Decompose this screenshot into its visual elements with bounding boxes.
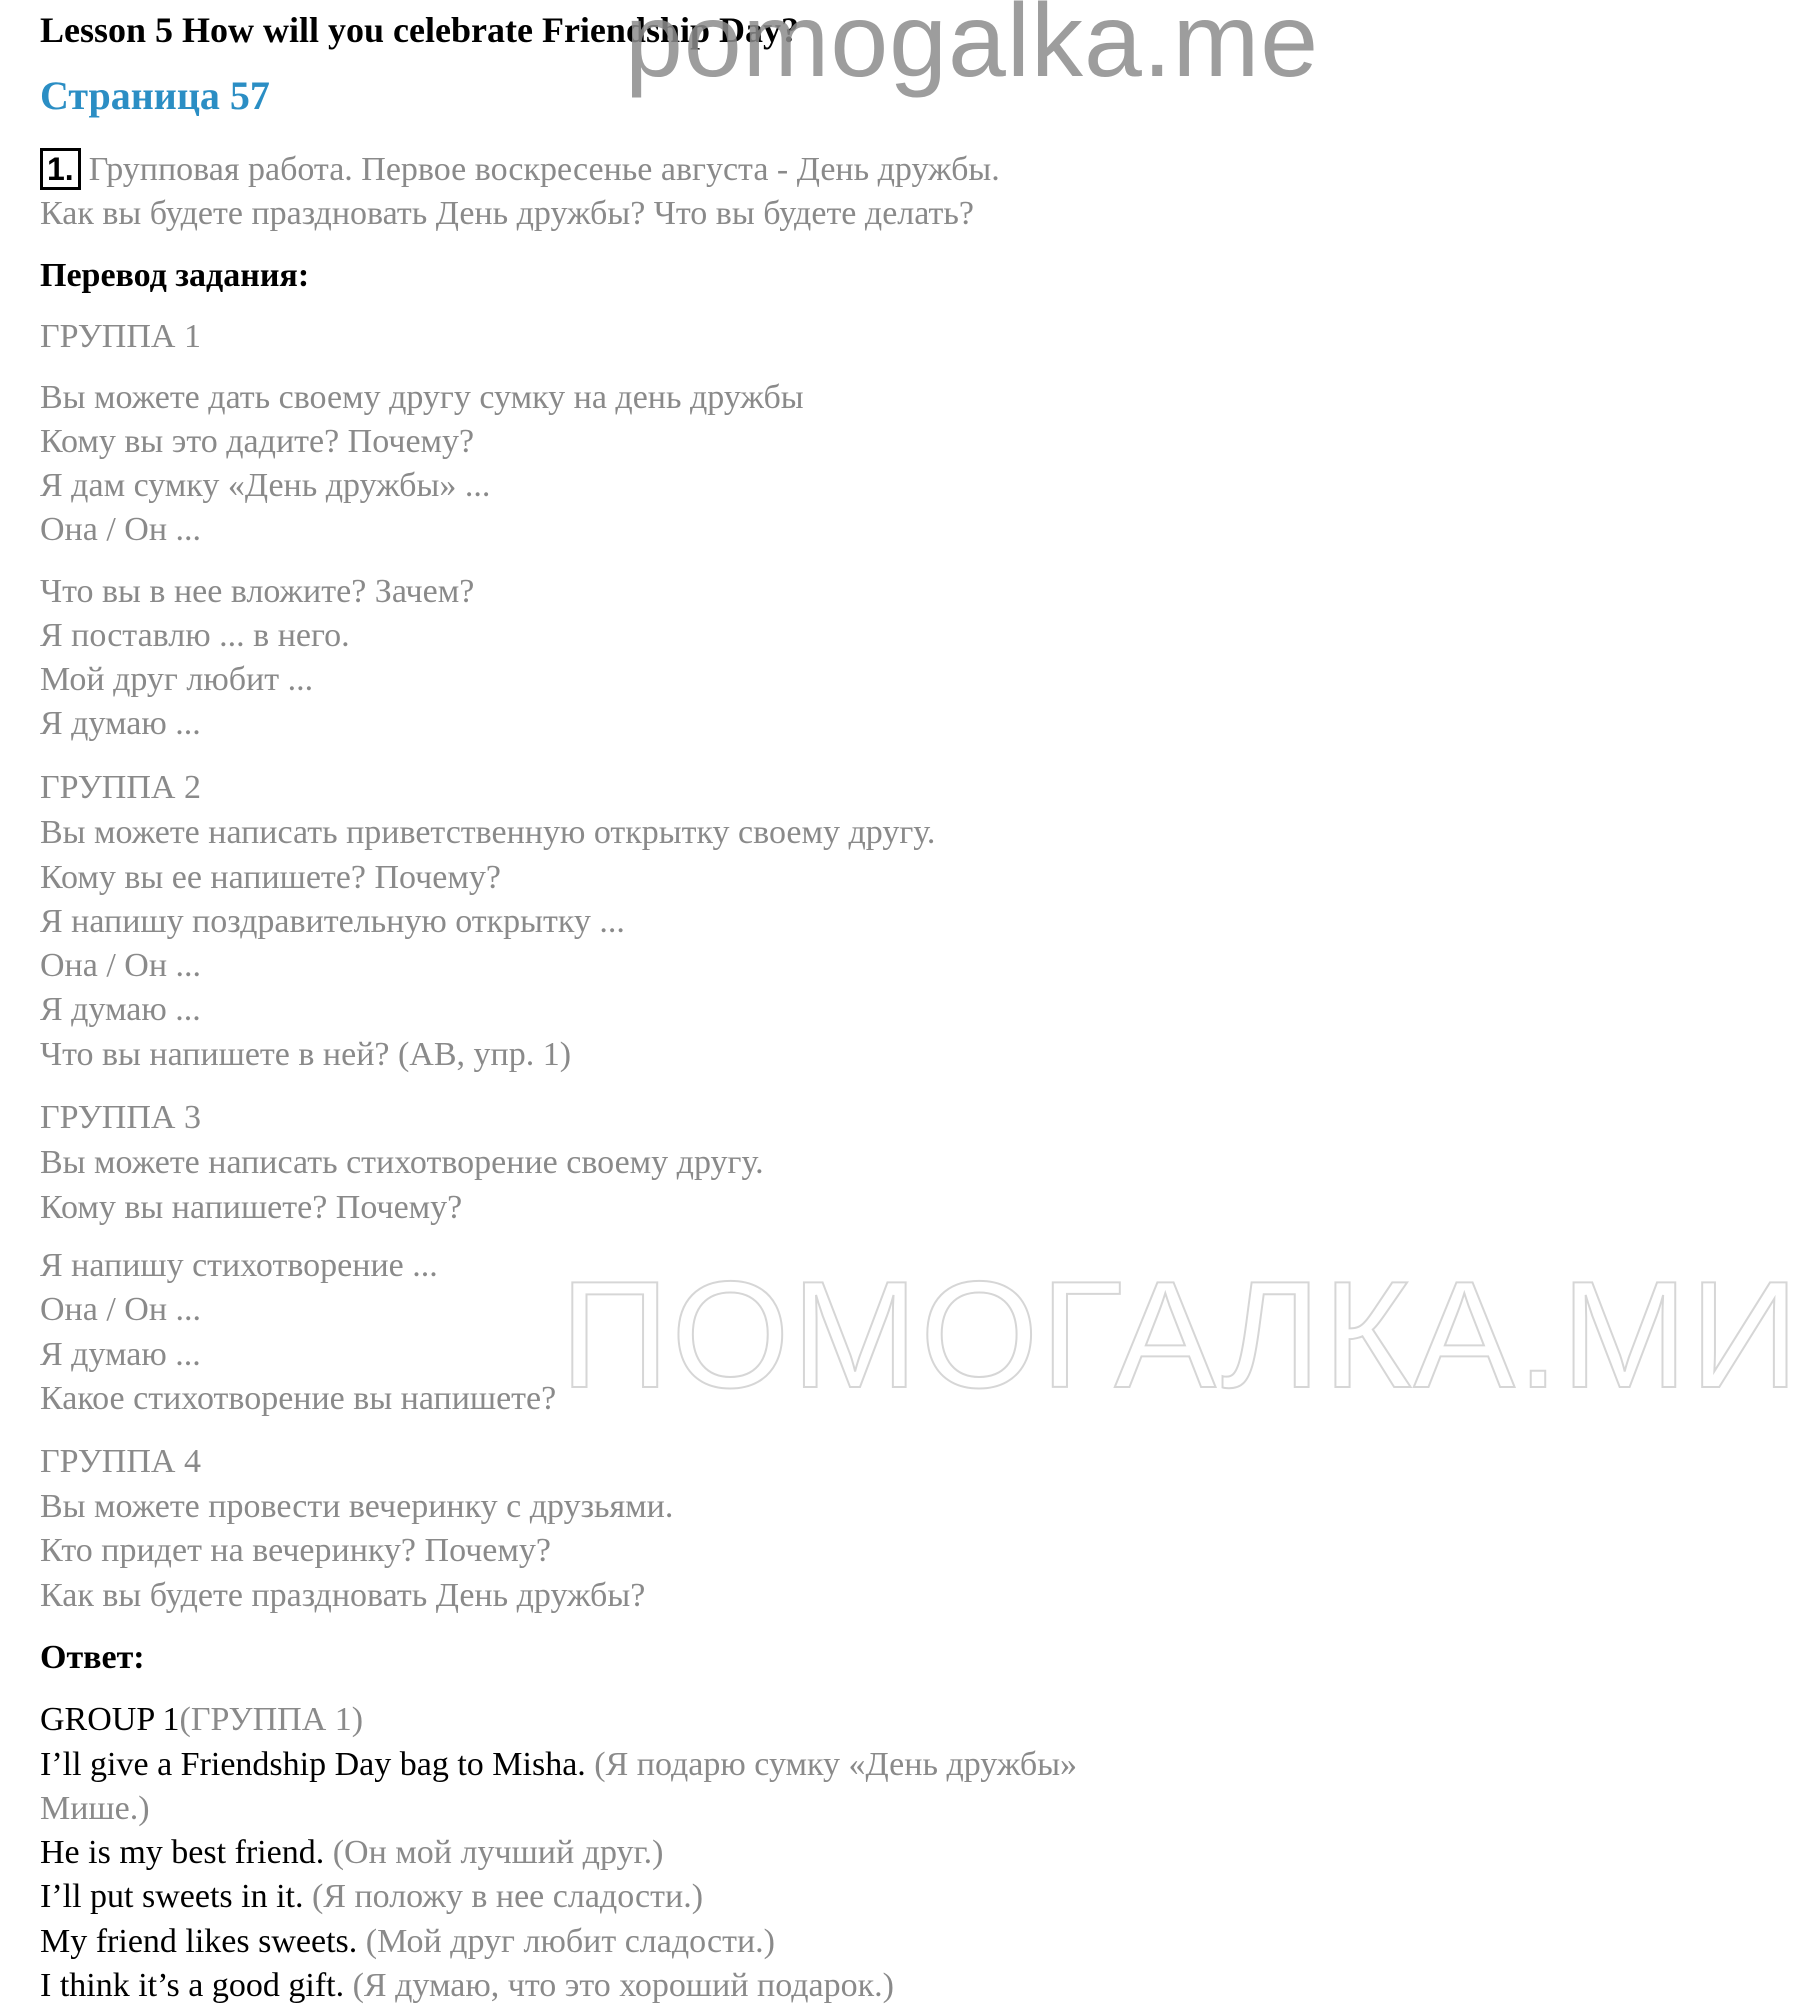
group3-line: Кому вы напишете? Почему? (40, 1189, 463, 1226)
answer-ru: (Я думаю, что это хороший подарок.) (352, 1967, 894, 2004)
group1-line: Мой друг любит ... (40, 661, 314, 698)
group2-line: Я думаю ... (40, 991, 201, 1028)
group2-line: Что вы напишете в ней? (АВ, упр. 1) (40, 1036, 572, 1073)
answer-row (40, 1920, 775, 1964)
group3-line: Я думаю ... (40, 1336, 201, 1373)
answer-en: I’ll give a Friendship Day bag to Misha. (40, 1746, 586, 1783)
answer-en: I’ll put sweets in it. (40, 1878, 304, 1915)
group1-line: Я поставлю ... в него. (40, 617, 350, 654)
group1-line: Я дам сумку «День дружбы» ... (40, 467, 491, 504)
watermark-top: pomogalka.me (625, 0, 1320, 99)
answer-group-en: GROUP 1 (40, 1701, 180, 1738)
group1-line: Кому вы это дадите? Почему? (40, 423, 475, 460)
answer-en: He is my best friend. (40, 1834, 325, 1871)
answer-row (40, 1787, 150, 1831)
group1-line: Она / Он ... (40, 511, 202, 548)
group4-line: Кто придет на вечеринку? Почему? (40, 1532, 551, 1569)
group2-line: Кому вы ее напишете? Почему? (40, 859, 501, 896)
task-number: 1. (40, 148, 81, 190)
answer-en: My friend likes sweets. (40, 1923, 358, 1960)
group3-line: Вы можете написать стихотворение своему другу. (40, 1144, 764, 1181)
answer-ru: (Мой друг любит сладости.) (365, 1923, 775, 1960)
group4-line: Вы можете провести вечеринку с друзьями. (40, 1488, 674, 1525)
task-line-1 (40, 148, 1000, 192)
answer-row (40, 1875, 703, 1919)
answer-row (40, 1831, 663, 1875)
watermark-middle: ПОМОГАЛКА.МИ (560, 1250, 1801, 1420)
group1-line: Вы можете дать своему другу сумку на день дружбы (40, 379, 804, 416)
answer-row (40, 1743, 1077, 1787)
group3-title: ГРУППА 3 (40, 1099, 201, 1136)
answer-group-title (40, 1698, 363, 1742)
group2-line: Она / Он ... (40, 947, 202, 984)
task-line-2: Как вы будете праздновать День дружбы? Что вы будете делать? (40, 195, 974, 232)
answer-ru: Мише.) (40, 1790, 150, 1827)
answer-group-ru: (ГРУППА 1) (179, 1701, 364, 1738)
group1-line: Я думаю ... (40, 705, 201, 742)
group1-line: Что вы в нее вложите? Зачем? (40, 573, 475, 610)
page-label: Страница 57 (40, 73, 270, 118)
answer-en: I think it’s a good gift. (40, 1967, 345, 2004)
group3-line: Какое стихотворение вы напишете? (40, 1380, 557, 1417)
group3-line: Я напишу стихотворение ... (40, 1247, 438, 1284)
task-text-1: Групповая работа. Первое воскресенье августа - День дружбы. (88, 151, 1000, 188)
group2-title: ГРУППА 2 (40, 769, 201, 806)
answer-row (40, 1964, 894, 2008)
lesson-title: Lesson 5 How will you celebrate Friendship Day? (40, 10, 800, 50)
answer-ru: (Я подарю сумку «День дружбы» (594, 1746, 1078, 1783)
group2-line: Вы можете написать приветственную открытку своему другу. (40, 814, 936, 851)
group4-line: Как вы будете праздновать День дружбы? (40, 1577, 646, 1614)
answer-ru: (Он мой лучший друг.) (332, 1834, 664, 1871)
group4-title: ГРУППА 4 (40, 1443, 201, 1480)
group1-title: ГРУППА 1 (40, 318, 201, 355)
group2-line: Я напишу поздравительную открытку ... (40, 903, 625, 940)
answer-heading: Ответ: (40, 1639, 145, 1676)
answer-ru: (Я положу в нее сладости.) (311, 1878, 704, 1915)
group3-line: Она / Он ... (40, 1291, 202, 1328)
translation-heading: Перевод задания: (40, 257, 310, 294)
